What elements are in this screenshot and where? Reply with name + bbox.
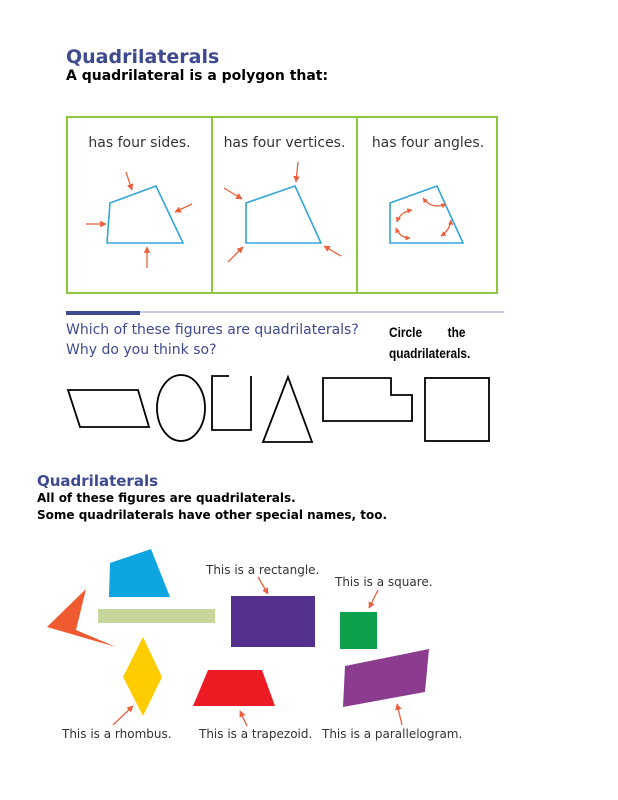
special-quadrilaterals xyxy=(47,549,429,716)
pointer-arrow-icon xyxy=(113,706,133,725)
arrow-icon xyxy=(224,188,242,199)
pointer-arrow-icon xyxy=(240,711,247,726)
arrow-icon xyxy=(175,204,192,212)
green-strip-rectangle xyxy=(98,609,215,623)
figure-open xyxy=(212,376,251,430)
definition-label: has four angles. xyxy=(371,135,485,151)
section-line: Some quadrilaterals have other special names, too. xyxy=(37,508,388,522)
caption-rhombus: This is a rhombus. xyxy=(62,727,172,741)
green-square xyxy=(340,612,377,649)
purple-parallelogram xyxy=(343,649,429,707)
arrow-icon xyxy=(324,246,341,256)
pointer-arrow-icon xyxy=(258,577,268,594)
caption-rectangle: This is a rectangle. xyxy=(206,563,320,577)
page-title: Quadrilaterals xyxy=(66,46,220,68)
page-subtitle: A quadrilateral is a polygon that: xyxy=(66,68,329,84)
pointer-arrow-icon xyxy=(369,590,378,608)
quad-sides-diagram xyxy=(86,172,192,268)
caption-trapezoid: This is a trapezoid. xyxy=(199,727,313,741)
angle-arrow-icon xyxy=(441,220,451,236)
quadrilateral-outline xyxy=(107,186,183,243)
arrow-icon xyxy=(126,172,132,190)
caption-parallelogram: This is a parallelogram. xyxy=(322,727,463,741)
instruction-word: the xyxy=(447,324,466,340)
question-line: Which of these figures are quadrilaterals? xyxy=(66,322,359,338)
purple-rectangle xyxy=(231,596,315,647)
figure-notched-rectangle xyxy=(323,378,412,421)
definition-label: has four sides. xyxy=(88,135,191,151)
blue-quadrilateral xyxy=(109,549,170,597)
caption-square: This is a square. xyxy=(335,575,433,589)
question-line: Why do you think so? xyxy=(66,342,217,358)
figure-parallelogram xyxy=(68,390,149,427)
quad-vertices-diagram xyxy=(224,162,341,262)
section-line: All of these figures are quadrilaterals. xyxy=(37,491,296,505)
quadrilateral-outline xyxy=(246,186,321,243)
section-title: Quadrilaterals xyxy=(37,472,159,490)
arrow-icon xyxy=(228,247,243,262)
arrow-icon xyxy=(296,162,298,182)
quad-angles-diagram xyxy=(390,186,463,243)
figure-triangle xyxy=(263,377,312,442)
instruction-word: Circle xyxy=(389,324,423,340)
definition-label: has four vertices. xyxy=(223,135,346,151)
figures-row xyxy=(68,375,489,442)
instruction-line: quadrilaterals. xyxy=(389,345,471,361)
angle-arrow-icon xyxy=(396,228,410,238)
figure-oval xyxy=(157,375,205,441)
angle-arrow-icon xyxy=(397,210,412,222)
red-trapezoid xyxy=(193,670,275,706)
pointer-arrow-icon xyxy=(397,704,402,725)
figure-square xyxy=(425,378,489,441)
yellow-rhombus xyxy=(123,637,162,716)
